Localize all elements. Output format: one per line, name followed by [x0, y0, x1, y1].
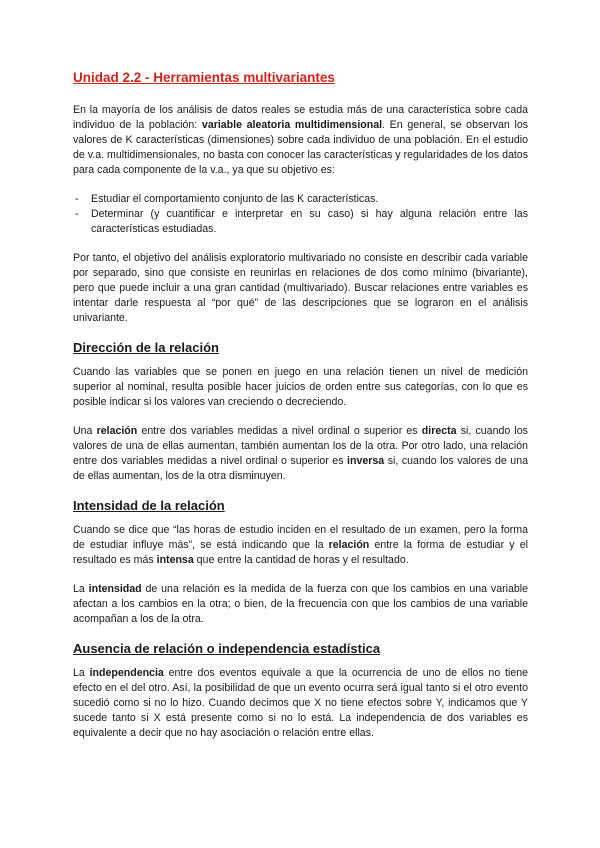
list-item-text: Determinar (y cuantificar e interpretar en su caso) si hay alguna relación entre las características estudiadas.: [91, 208, 528, 235]
text-run: entre dos variables medidas a nivel ordinal o superior es: [137, 425, 422, 437]
text-run: La: [73, 667, 90, 679]
section-heading-independencia: Ausencia de relación o independencia estadística: [73, 641, 381, 656]
bullet-dash: -: [75, 208, 79, 220]
text-run: La: [73, 583, 89, 595]
objectives-list: [73, 192, 528, 237]
text-run: si, cuando los valores de una de ellas aumentan, también aumentan los de la otra. Por otro lado, una relación entre dos variables medidas a nivel ordinal o superior es: [73, 425, 528, 467]
text-run: entre dos eventos equivale a que la ocurrencia de uno de ellos no tiene efecto en el del otro. Así, la posibilidad de que un evento ocurra será igual tanto si el otro evento sucedió como si no lo hizo. Cuando decimos que X no tiene efectos sobre Y, indicamos que Y sucede tanto si X está presente como si no lo está. La independencia de dos variables es equivalente a decir que no hay asociación o relación entre ellas.: [73, 667, 529, 739]
direccion-paragraph-1: Cuando las variables que se ponen en juego en una relación tienen un nivel de medición superior al nominal, resulta posible hacer juicios de orden entre sus categorías, con lo que es posible indicar si los valores van creciendo o decreciendo.: [73, 366, 528, 408]
bullet-dash: -: [75, 193, 79, 205]
text-run: que entre la cantidad de horas y el resultado.: [193, 554, 409, 566]
page-content: [73, 70, 528, 755]
bold-term: intensidad: [88, 583, 142, 595]
text-run: Una: [73, 425, 97, 437]
page-title: Unidad 2.2 - Herramientas multivariantes: [73, 70, 335, 85]
section-heading-direccion: Dirección de la relación: [73, 340, 219, 355]
list-item: [73, 207, 528, 237]
bold-term: independencia: [89, 667, 164, 679]
intro-paragraph: [73, 103, 528, 178]
bold-term: variable aleatoria multidimensional: [201, 119, 383, 131]
objective-paragraph: Por tanto, el objetivo del análisis exploratorio multivariado no consiste en describir cada variable por separado, sino que consiste en reunirlas en relaciones de dos como mínimo (bivariante), pero que puede incluir a una gran cantidad (multivariado). Buscar relaciones entre variables es intentar darle respuesta al “por qué” de las descripciones que se lograron en el análisis univariante.: [73, 252, 528, 324]
bold-term: relación: [96, 425, 138, 437]
section-heading-intensidad: Intensidad de la relación: [73, 498, 225, 513]
direccion-paragraph-2: [73, 424, 528, 484]
bold-term: relación: [328, 539, 370, 551]
text-run: si, cuando los valores de una de ellas aumentan, los de la otra disminuyen.: [73, 455, 528, 482]
bold-term: directa: [421, 425, 457, 437]
text-run: entre la forma de estudiar y el resultado es más: [73, 539, 528, 566]
list-item: [73, 192, 528, 207]
bold-term: intensa: [156, 554, 194, 566]
text-run: de una relación es la medida de la fuerza con que los cambios en una variable afectan a los cambios en la otra; o bien, de la frecuencia con que los cambios de una variable acompañan a los de la otra.: [73, 583, 528, 625]
bold-term: inversa: [347, 455, 385, 467]
list-item-text: Estudiar el comportamiento conjunto de las K características.: [91, 193, 379, 205]
intensidad-paragraph-2: [73, 582, 528, 627]
intensidad-paragraph-1: [73, 523, 528, 568]
text-run: En la mayoría de los análisis de datos reales se estudia más de una característica sobre cada individuo de la población:: [73, 104, 528, 131]
independencia-paragraph: [73, 666, 528, 741]
text-run: Cuando se dice que “las horas de estudio inciden en el resultado de un examen, pero la forma de estudiar influye más”, se está indicando que la: [73, 524, 528, 551]
text-run: . En general, se observan los valores de K características (dimensiones) sobre cada individuo de una población. En el estudio de v.a. multidimensionales, no basta con conocer las características y regularidades de los datos para cada componente de la v.a., ya que su objetivo es:: [73, 119, 529, 176]
